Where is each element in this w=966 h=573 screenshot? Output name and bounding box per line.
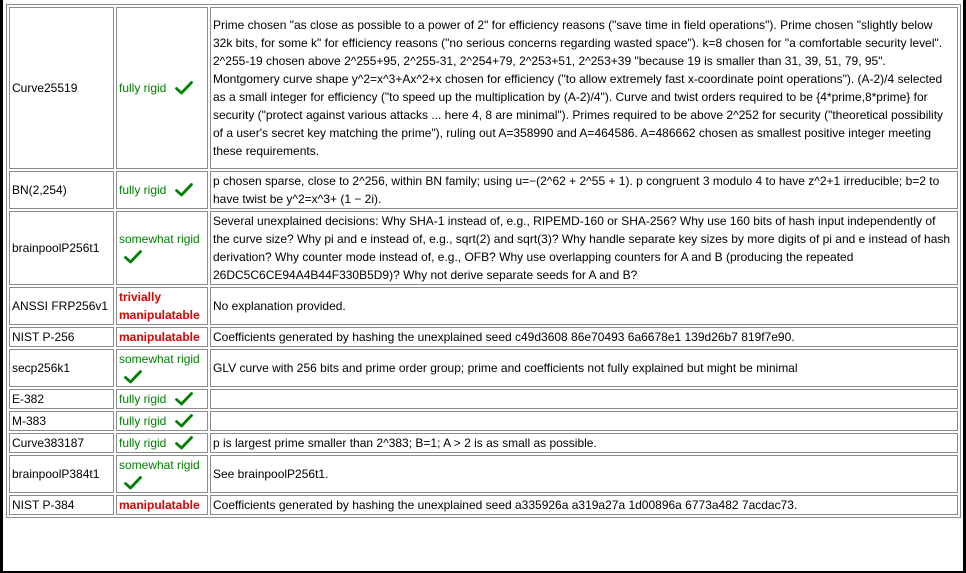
rigidity-label: somewhat rigid <box>119 458 200 472</box>
rigidity-cell <box>116 287 208 325</box>
check-icon <box>175 392 193 406</box>
justification-cell: p is largest prime smaller than 2^383; B=1; A > 2 is as small as possible. <box>210 433 958 453</box>
justification-cell: Coefficients generated by hashing the unexplained seed a335926a a319a27a 1d00896a 6773a482 7acdac73. <box>210 495 958 515</box>
justification-cell: p chosen sparse, close to 2^256, within BN family; using u=−(2^62 + 2^55 + 1). p congruent 3 modulo 4 to have z^2+1 irreducible; b=2 to have twist be y^2=x^3+ (1 − 2i). <box>210 171 958 209</box>
rigidity-cell <box>116 495 208 515</box>
table-row <box>9 389 958 409</box>
justification-cell <box>210 389 958 409</box>
rigidity-label: fully rigid <box>119 414 167 428</box>
rigidity-cell <box>116 171 208 209</box>
curve-name-cell: secp256k1 <box>9 349 114 387</box>
table-row <box>9 327 958 347</box>
rigidity-label: somewhat rigid <box>119 232 200 246</box>
rigidity-label: fully rigid <box>119 183 167 197</box>
table-row <box>9 211 958 285</box>
rigidity-cell <box>116 349 208 387</box>
rigidity-cell <box>116 433 208 453</box>
rigidity-label: fully rigid <box>119 436 167 450</box>
check-icon <box>124 370 142 384</box>
curve-name-cell: Curve383187 <box>9 433 114 453</box>
table-row <box>9 349 958 387</box>
curve-name-cell: E-382 <box>9 389 114 409</box>
curve-name-cell: ANSSI FRP256v1 <box>9 287 114 325</box>
rigidity-cell <box>116 455 208 493</box>
table-row <box>9 433 958 453</box>
justification-cell <box>210 411 958 431</box>
rigidity-cell <box>116 389 208 409</box>
check-icon <box>124 250 142 264</box>
curve-name-cell: NIST P-384 <box>9 495 114 515</box>
justification-cell: GLV curve with 256 bits and prime order group; prime and coefficients not fully explained but might be minimal <box>210 349 958 387</box>
justification-cell: See brainpoolP256t1. <box>210 455 958 493</box>
table-row <box>9 411 958 431</box>
curve-name-cell: brainpoolP384t1 <box>9 455 114 493</box>
curve-name-cell: M-383 <box>9 411 114 431</box>
table-row <box>9 287 958 325</box>
table-row <box>9 171 958 209</box>
check-icon <box>124 476 142 490</box>
rigidity-label: trivially manipulatable <box>119 290 200 322</box>
justification-cell: Coefficients generated by hashing the unexplained seed c49d3608 86e70493 6a6678e1 139d26b7 819f7e90. <box>210 327 958 347</box>
justification-cell: No explanation provided. <box>210 287 958 325</box>
rigidity-cell <box>116 327 208 347</box>
rigidity-label: somewhat rigid <box>119 352 200 366</box>
table-row <box>9 455 958 493</box>
check-icon <box>175 183 193 197</box>
rigidity-label: fully rigid <box>119 392 167 406</box>
rigidity-cell <box>116 411 208 431</box>
rigidity-label: fully rigid <box>119 81 167 95</box>
curve-name-cell: brainpoolP256t1 <box>9 211 114 285</box>
rigidity-cell <box>116 211 208 285</box>
check-icon <box>175 81 193 95</box>
curve-name-cell: Curve25519 <box>9 7 114 169</box>
rigidity-label: manipulatable <box>119 498 200 512</box>
justification-cell: Prime chosen "as close as possible to a power of 2" for efficiency reasons ("save time in field operations"). Prime chosen "slightly below 32k bits, for some k" for efficiency reasons ("no serious concerns regarding wasted space"). k=8 chosen for "a comfortable security level". 2^255-19 chosen above 2^255+95, 2^255-31, 2^254+79, 2^253+51, 2^253+39 "because 19 is smaller than 31, 39, 51, 79, 95". Montgomery curve shape y^2=x^3+Ax^2+x chosen for efficiency ("to allow extremely fast x-coordinate point operations"). (A-2)/4 selected as a small integer for efficiency ("to speed up the multiplication by (A-2)/4"). Curve and twist orders required to be {4*prime,8*prime} for security ("protect against various attacks ... here 4, 8 are minimal"). Primes required to be above 2^252 for security ("theoretical possibility of a user's secret key matching the prime"), ruling out A=358990 and A=464586. A=486662 chosen as smallest positive integer meeting these requirements. <box>210 7 958 169</box>
table-body <box>9 7 958 515</box>
check-icon <box>175 436 193 450</box>
curve-name-cell: NIST P-256 <box>9 327 114 347</box>
curve-name-cell: BN(2,254) <box>9 171 114 209</box>
check-icon <box>175 414 193 428</box>
rigidity-label: manipulatable <box>119 330 200 344</box>
curve-rigidity-table <box>6 4 961 518</box>
justification-cell: Several unexplained decisions: Why SHA-1 instead of, e.g., RIPEMD-160 or SHA-256? Why use 160 bits of hash input independently of the curve size? Why pi and e instead of, e.g., sqrt(2) and sqrt(3)? Why handle separate key sizes by more digits of pi and e instead of hash derivation? Why counter mode instead of, e.g., OFB? Why use overlapping counters for A and B (producing the repeated 26DC5C6CE94A4B44F330B5D9)? Why not derive separate seeds for A and B? <box>210 211 958 285</box>
table-row <box>9 495 958 515</box>
table-row <box>9 7 958 169</box>
rigidity-cell <box>116 7 208 169</box>
page-content <box>3 0 963 571</box>
